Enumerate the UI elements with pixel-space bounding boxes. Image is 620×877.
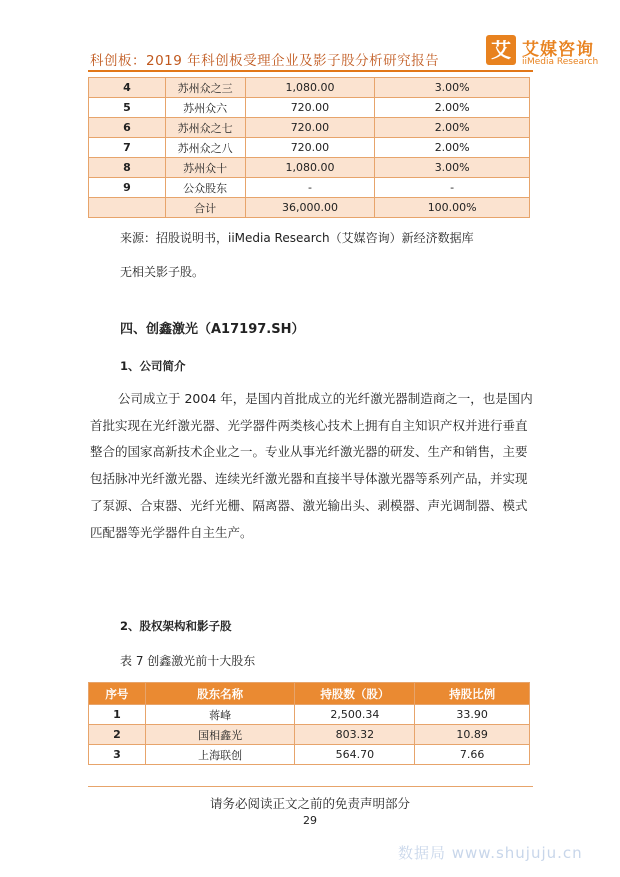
table-row xyxy=(89,745,530,765)
share-ratio: 2.00% xyxy=(375,118,530,138)
share-count: 1,080.00 xyxy=(245,78,375,98)
share-count: - xyxy=(245,178,375,198)
paragraph-line: 公司成立于 2004 年，是国内首批成立的光纤激光器制造商之一，也是国内 xyxy=(118,391,533,406)
table-row xyxy=(89,98,530,118)
share-count: 720.00 xyxy=(245,118,375,138)
paragraph-line: 了泵源、合束器、光纤光栅、隔离器、激光输出头、剥模器、声光调制器、模式 xyxy=(90,497,528,513)
share-ratio: 7.66 xyxy=(415,745,530,765)
disclaimer-note: 请务必阅读正文之前的免责声明部分 xyxy=(209,796,410,811)
row-number: 3 xyxy=(89,745,146,765)
header-ratio: 持股比例 xyxy=(415,683,530,705)
report-title: 科创板：2019 年科创板受理企业及影子股分析研究报告 xyxy=(90,53,440,69)
share-ratio: 2.00% xyxy=(375,138,530,158)
row-number: 5 xyxy=(89,98,166,118)
section-heading: 四、创鑫激光（A17197.SH） xyxy=(120,322,305,337)
shareholder-table-continued xyxy=(88,77,530,218)
row-number: 9 xyxy=(89,178,166,198)
subsection-heading-profile: 1、公司简介 xyxy=(120,359,186,373)
logo-mark-icon: 艾 xyxy=(486,35,516,65)
top-ten-shareholders-table xyxy=(88,682,530,765)
header-divider xyxy=(88,70,533,72)
row-number xyxy=(89,198,166,218)
logo-en-text: iiMedia Research xyxy=(522,57,599,67)
share-count: 720.00 xyxy=(245,98,375,118)
table-row xyxy=(89,158,530,178)
row-number: 1 xyxy=(89,705,146,725)
row-number: 7 xyxy=(89,138,166,158)
source-note: 来源：招股说明书，iiMedia Research（艾媒咨询）新经济数据库 xyxy=(120,231,474,245)
table-row xyxy=(89,78,530,98)
paragraph-line: 首批实现在光纤激光器、光学器件两类核心技术上拥有自主知识产权并进行垂直 xyxy=(90,417,528,433)
shareholder-name: 苏州众之七 xyxy=(165,118,245,138)
shareholder-name: 苏州众六 xyxy=(165,98,245,118)
header-shares: 持股数（股） xyxy=(295,683,415,705)
row-number: 2 xyxy=(89,725,146,745)
shareholder-name: 上海联创 xyxy=(145,745,295,765)
table-header-row xyxy=(89,683,530,705)
shareholder-name: 苏州众十 xyxy=(165,158,245,178)
share-count: 720.00 xyxy=(245,138,375,158)
table-total-row xyxy=(89,198,530,218)
shareholder-name: 国相鑫光 xyxy=(145,725,295,745)
row-number: 6 xyxy=(89,118,166,138)
page-number: 29 xyxy=(303,814,317,827)
header-name: 股东名称 xyxy=(145,683,295,705)
table-row xyxy=(89,725,530,745)
logo-cn-text: 艾媒咨询 xyxy=(522,40,594,60)
total-label: 合计 xyxy=(165,198,245,218)
watermark: 数据局 www.shujuju.cn xyxy=(398,844,583,862)
share-count: 2,500.34 xyxy=(295,705,415,725)
share-ratio: 3.00% xyxy=(375,158,530,178)
table-row xyxy=(89,178,530,198)
table-row xyxy=(89,118,530,138)
share-count: 803.32 xyxy=(295,725,415,745)
shareholder-name: 苏州众之八 xyxy=(165,138,245,158)
share-ratio: 10.89 xyxy=(415,725,530,745)
row-number: 4 xyxy=(89,78,166,98)
footer-divider xyxy=(88,786,533,787)
total-shares: 36,000.00 xyxy=(245,198,375,218)
paragraph-line: 匹配器等光学器件自主生产。 xyxy=(90,524,253,540)
iimedia-logo xyxy=(486,35,599,75)
share-count: 1,080.00 xyxy=(245,158,375,178)
share-count: 564.70 xyxy=(295,745,415,765)
header-no: 序号 xyxy=(89,683,146,705)
subsection-heading-equity: 2、股权架构和影子股 xyxy=(120,619,232,633)
paragraph-line: 包括脉冲光纤激光器、连续光纤激光器和直接半导体激光器等系列产品，并实现 xyxy=(90,471,528,487)
table-row xyxy=(89,138,530,158)
shareholder-name: 蒋峰 xyxy=(145,705,295,725)
share-ratio: 2.00% xyxy=(375,98,530,118)
share-ratio: - xyxy=(375,178,530,198)
paragraph-line: 整合的国家高新技术企业之一。专业从事光纤激光器的研发、生产和销售，主要 xyxy=(90,444,528,460)
share-ratio: 3.00% xyxy=(375,78,530,98)
no-shadow-note: 无相关影子股。 xyxy=(120,265,205,279)
row-number: 8 xyxy=(89,158,166,178)
table-row xyxy=(89,705,530,725)
shareholder-name: 苏州众之三 xyxy=(165,78,245,98)
table-caption: 表 7 创鑫激光前十大股东 xyxy=(120,654,256,668)
total-ratio: 100.00% xyxy=(375,198,530,218)
company-profile-paragraph xyxy=(90,386,536,546)
shareholder-name: 公众股东 xyxy=(165,178,245,198)
share-ratio: 33.90 xyxy=(415,705,530,725)
